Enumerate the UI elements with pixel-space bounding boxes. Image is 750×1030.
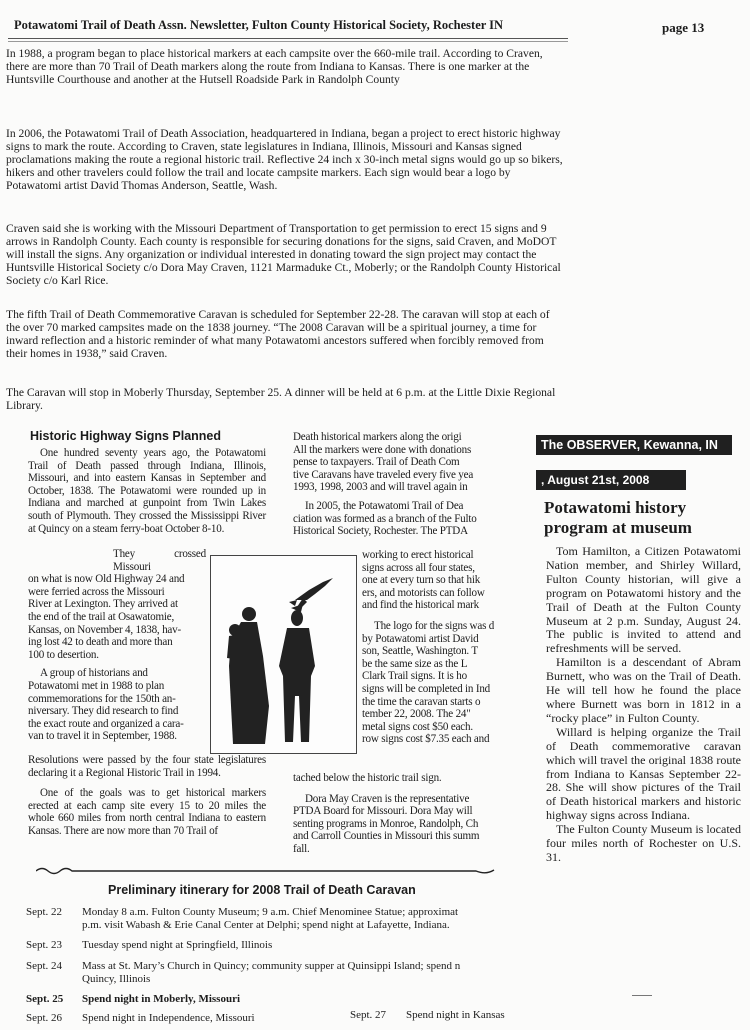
observer-article-body — [546, 545, 741, 865]
col2-line: the time the caravan starts o — [362, 695, 481, 708]
col2-line: ciation was formed as a branch of the Fulto — [293, 512, 477, 525]
intro-paragraph-4: The fifth Trail of Death Commemorative Caravan is scheduled for September 22-28. The caravan will stop at each of the over 70 marked campsites made on the 1838 journey. “The 2008 Caravan will be a spiritual journey, a time for inward reflection and a historic reminder of what many Potawatomi ancestors suffered when forcibly removed from their homes in 1938,” said Craven. — [6, 308, 550, 361]
col2-line: The logo for the signs was d — [374, 619, 494, 632]
itinerary-row — [0, 906, 520, 936]
itinerary-row — [350, 1009, 530, 1024]
observer-paragraph: Tom Hamilton, a Citizen Potawatomi Nation member, and Shirley Willard, Fulton County historian, will give a program on Potawatomi history and the Trail of Death at the Fulton County Museum at 2 p.m. Sunday, August 24. The public is invited to attend and refreshments will be served. — [546, 544, 741, 656]
signs-col2-wrap — [362, 549, 494, 746]
wrap-line: the end of the trail at Osawatomie, — [28, 610, 175, 623]
potawatomi-silhouette-icon — [211, 556, 356, 753]
header-rule-secondary — [8, 41, 568, 42]
decorative-divider — [36, 866, 501, 876]
itinerary-row — [0, 993, 520, 1008]
wrap-line: They crossed Missouri — [113, 548, 206, 573]
observer-paragraph: The Fulton County Museum is located four miles north of Rochester on U.S. 31. — [546, 822, 741, 864]
end-mark — [632, 995, 652, 996]
col2-line: working to erect historical — [362, 549, 474, 561]
itinerary-text: Spend night in Kansas — [406, 1009, 505, 1021]
col2-line: be the same size as the L — [362, 657, 468, 670]
itinerary-date: Sept. 24 — [26, 960, 63, 972]
observer-paragraph: Willard is helping organize the Trail of Death commemorative caravan which will travel the original 1838 route from Indiana to Kansas September 22-28. She will show pictures of the Trail of Death historical markers and historic highway signs across Indiana. — [546, 724, 741, 823]
itinerary-text: Spend night in Moberly, Missouri — [82, 993, 241, 1005]
col2-line: Historical Society, Rochester. The PTDA — [293, 525, 468, 538]
col2-line: tember 22, 2008. The 24" — [362, 708, 471, 721]
intro-paragraph-2: In 2006, the Potawatomi Trail of Death Association, headquartered in Indiana, began a project to erect historic highway signs to mark the route. According to Craven, state legislatures in Indiana, Illinois, Missouri and Kansas signed proclamations making the route a regional historic trail. Reflective 24 inch x 30-inch metal signs would go up so bikers, hikers and other travelers could follow the trail and locate campsite markers. Each sign would bear a logo by Potawatomi artist David Thomas Anderson, Seattle, Wash. — [6, 127, 563, 193]
itinerary-text: Tuesday spend night at Springfield, Illinois — [82, 939, 273, 951]
itinerary-date: Sept. 23 — [26, 939, 63, 951]
col2-line: All the markers were done with donations — [293, 443, 472, 456]
col2-line: by Potawatomi artist David — [362, 632, 479, 645]
itinerary-row — [0, 1012, 340, 1027]
col2-line: row signs cost $7.35 each and — [362, 733, 490, 746]
wrap-line: the exact route and organized a cara- — [28, 717, 184, 730]
col2-line: fall. — [293, 842, 310, 855]
observer-headline: Potawatomi history program at museum — [544, 498, 692, 537]
itinerary-row — [0, 939, 520, 954]
intro-paragraph-1: In 1988, a program began to place historical markers at each campsite over the 660-mile trail. According to Craven, there are more than 70 Trail of Death markers along the route from Indiana to Kansas. There is one marker at the Huntsville Courthouse and another at the Hutsell Roadside Park in Randolph County — [6, 47, 543, 87]
itinerary-date: Sept. 26 — [26, 1012, 63, 1024]
observer-source-banner: The OBSERVER, Kewanna, IN — [536, 435, 732, 455]
signs-col1-p3-text: One of the goals was to get historical markers erected at each camp site every 15 to 20 miles the whole 660 miles from north central Indiana to eastern Kansas. There are now more than 70 Trail of — [28, 787, 266, 837]
col2-line: ers, and motorists can follow — [362, 586, 485, 599]
col2-line: and find the historical mark — [362, 599, 480, 612]
wrap-line: 100 to desertion. — [28, 648, 99, 661]
intro-paragraph-3: Craven said she is working with the Missouri Department of Transportation to get permission to erect 15 signs and 9 arrows in Randolph County. Each county is responsible for securing donations for the signs, said Craven, and MoDOT will install the signs. Any organization or individual interested in donating toward the sign project may contact the Huntsville Historical Society c/o Dora May Craven, 1121 Marmaduke Ct., Moberly; or the Randolph County Historical Society c/o Karl Rice. — [6, 222, 561, 288]
itinerary-text-cont: p.m. visit Wabash & Erie Canal Center at Delphi; spend night at Lafayette, Indiana. — [82, 919, 450, 931]
wrap-line: commemorations for the 150th an- — [28, 692, 176, 705]
newsletter-header: Potawatomi Trail of Death Assn. Newsletter, Fulton County Historical Society, Rochester IN — [14, 18, 504, 32]
itinerary-title: Preliminary itinerary for 2008 Trail of Death Caravan — [108, 883, 416, 897]
col2-line: In 2005, the Potawatomi Trail of Dea — [305, 499, 464, 512]
itinerary-text: Mass at St. Mary’s Church in Quincy; community supper at Quinsippi Island; spend n — [82, 960, 461, 972]
wrap-line: on what is now Old Highway 24 and — [28, 573, 185, 586]
itinerary-date: Sept. 27 — [350, 1009, 387, 1021]
signs-col1-wrap — [28, 548, 206, 743]
page-number: page 13 — [662, 20, 705, 35]
wrap-line: ing lost 42 to death and more than — [28, 636, 173, 649]
col2-line: son, Seattle, Washington. T — [362, 645, 478, 658]
col2-line: Dora May Craven is the representative — [305, 792, 470, 805]
wrap-line: van to travel it in September, 1988. — [28, 730, 177, 743]
observer-paragraph: Hamilton is a descendant of Abram Burnett, who was on the Trail of Death. He will tell how he found the place where Burnett was born in 1812 in a “rocky place” in Fulton County. — [546, 655, 741, 725]
col2-line: PTDA Board for Missouri. Dora May will — [293, 805, 473, 818]
col2-line: Clark Trail signs. It is ho — [362, 670, 467, 683]
col2-line: 1993, 1998, 2003 and will travel again in — [293, 481, 468, 494]
signs-col1-p1-text: One hundred seventy years ago, the Potawatomi Trail of Death passed through Indiana, Illinois, Missouri, and into eastern Kansas in September and October, 1838. The Potawatomi were rounded up in Indiana and marched at gunpoint from Twin Lakes south of Plymouth. They crossed the Mississippi River at Quincy on a steam ferry-boat October 8-10. — [28, 447, 266, 535]
signs-article-title: Historic Highway Signs Planned — [30, 429, 222, 443]
header-rule — [8, 38, 568, 39]
wrap-line: niversary. They did research to find — [28, 705, 179, 718]
signs-col2-bottom — [293, 772, 493, 856]
col2-line: signs will be completed in Ind — [362, 682, 491, 695]
col2-line: tive Caravans have traveled every five yea — [293, 468, 474, 481]
itinerary-row — [0, 960, 520, 990]
signs-col2-top — [293, 431, 493, 538]
itinerary-text: Monday 8 a.m. Fulton County Museum; 9 a.m. Chief Menominee Statue; approximat — [82, 906, 459, 918]
wrap-line: A group of historians and — [40, 667, 148, 680]
signs-col1-p2-rest-text: Resolutions were passed by the four state legislatures declaring it a Regional Historic Trail in 1994. — [28, 754, 266, 779]
itinerary-text: Spend night in Independence, Missouri — [82, 1012, 255, 1024]
intro-paragraph-5: The Caravan will stop in Moberly Thursday, September 25. A dinner will be held at 6 p.m. at the Little Dixie Regional Library. — [6, 386, 556, 413]
col2-line: senting programs in Monroe, Randolph, Ch — [293, 817, 479, 830]
itinerary-date: Sept. 25 — [26, 993, 64, 1005]
itinerary-date: Sept. 22 — [26, 906, 63, 918]
wrap-line: Kansas, on November 4, 1838, hav- — [28, 623, 181, 636]
col2-line: tached below the historic trail sign. — [293, 772, 442, 784]
col2-line: and Carroll Counties in Missouri this summ — [293, 830, 480, 843]
wrap-line: Potawatomi met in 1988 to plan — [28, 679, 165, 692]
itinerary-text-cont: Quincy, Illinois — [82, 973, 151, 985]
observer-date-banner: , August 21st, 2008 — [536, 470, 686, 490]
col2-line: metal signs cost $50 each. — [362, 720, 473, 733]
col2-line: pense to taxpayers. Trail of Death Com — [293, 456, 460, 469]
signs-col1-paragraph-1 — [28, 447, 266, 535]
wrap-line: were ferried across the Missouri — [28, 585, 165, 598]
col2-line: one at every turn so that hik — [362, 574, 481, 587]
col2-line: signs across all four states, — [362, 561, 475, 574]
trail-sign-logo-figure — [210, 555, 357, 754]
wrap-line: River at Lexington. They arrived at — [28, 598, 178, 611]
col2-line: Death historical markers along the origi — [293, 431, 462, 443]
signs-col1-paragraph-2-rest — [28, 754, 266, 838]
